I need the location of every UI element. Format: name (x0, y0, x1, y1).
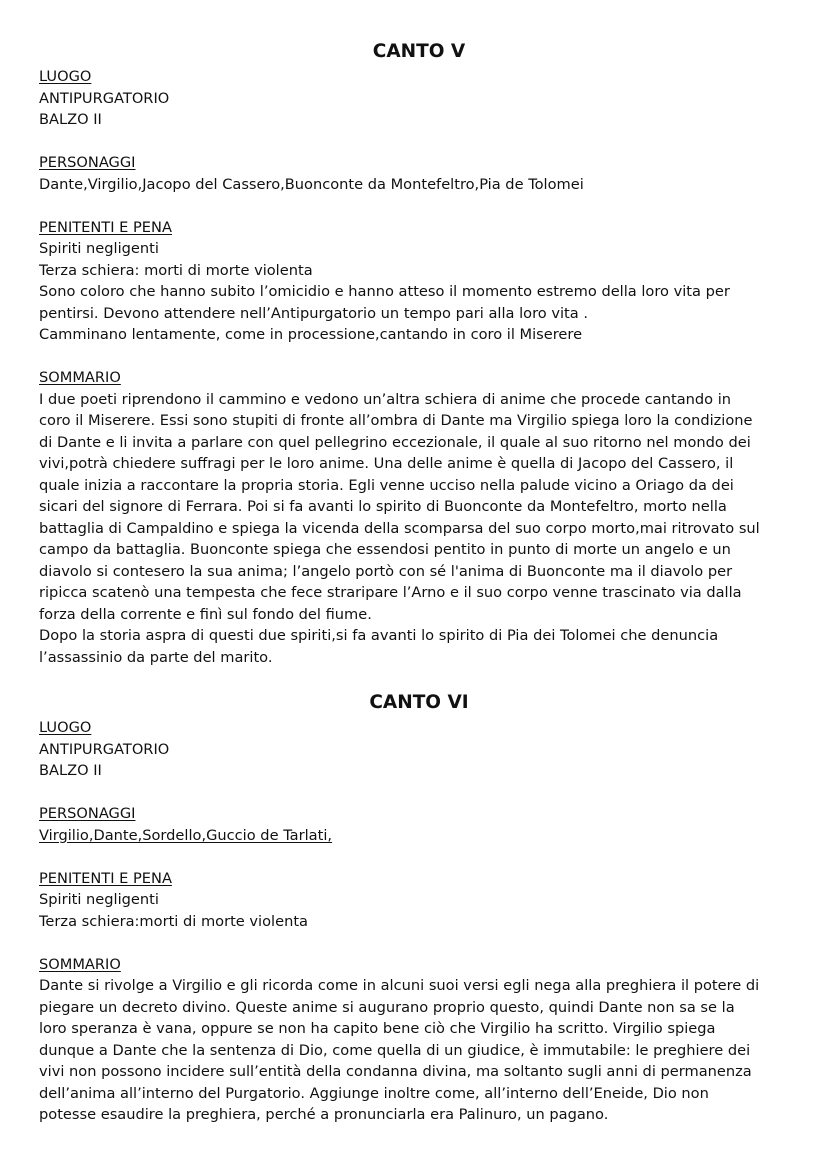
sommario-line: vivi,potrà chiedere suffragi per le loro anime. Una delle anime è quella di Jacopo del Cassero, il (39, 455, 734, 472)
spacer (39, 131, 799, 153)
canto-vi-section (39, 689, 799, 1126)
sommario-line: potesse esaudire la preghiera, perché a pronunciarla era Palinuro, un pagano. (39, 1106, 609, 1123)
sommario-line: l’assassinio da parte del marito. (39, 648, 273, 666)
sommario-line: Dante si rivolge a Virgilio e gli ricorda come in alcuni suoi versi egli nega alla preghiera il potere di (39, 977, 760, 994)
sommario-label: SOMMARIO (39, 955, 121, 973)
canto-vi-title: CANTO VI (369, 692, 469, 713)
sommario-label: SOMMARIO (39, 369, 121, 386)
spacer (39, 846, 799, 868)
penitenti-line: Terza schiera:morti di morte violenta (39, 912, 308, 930)
penitenti-label: PENITENTI E PENA (39, 218, 172, 236)
sommario-line: dell’anima all’interno del Purgatorio. Aggiunge inoltre come, all’interno dell’Eneide, Dio non (39, 1084, 709, 1102)
sommario-line: quale inizia a raccontare la propria storia. Egli venne ucciso nella palude vicino a Oriago da dei (39, 476, 734, 494)
luogo-label: LUOGO (39, 719, 92, 736)
sommario-line: piegare un decreto divino. Queste anime si augurano proprio questo, quindi Dante non sa se la (39, 998, 735, 1016)
personaggi-list: Virgilio,Dante,Sordello,Guccio de Tarlati, (39, 826, 333, 844)
spacer (39, 195, 799, 217)
luogo-line: BALZO II (39, 762, 102, 779)
penitenti-line: Terza schiera: morti di morte violenta (39, 261, 313, 279)
sommario-line: coro il Miserere. Essi sono stupiti di fronte all’ombra di Dante ma Virgilio spiega loro la condizione (39, 412, 753, 429)
penitenti-line: pentirsi. Devono attendere nell’Antipurgatorio un tempo pari alla loro vita . (39, 304, 588, 322)
sommario-line: dunque a Dante che la sentenza di Dio, come quella di un giudice, è immutabile: le preghiere dei (39, 1041, 751, 1059)
penitenti-line: Camminano lentamente, come in processione,cantando in coro il Miserere (39, 326, 583, 343)
sommario-line: I due poeti riprendono il cammino e vedono un’altra schiera di anime che procede cantando in (39, 390, 732, 408)
personaggi-list: Dante,Virgilio,Jacopo del Cassero,Buonconte da Montefeltro,Pia de Tolomei (39, 175, 584, 193)
luogo-label: LUOGO (39, 68, 92, 85)
sommario-line: loro speranza è vana, oppure se non ha capito bene ciò che Virgilio ha scritto. Virgilio spiega (39, 1020, 716, 1037)
personaggi-label: PERSONAGGI (39, 154, 136, 171)
spacer (39, 346, 799, 368)
sommario-line: di Dante e li invita a parlare con quel pellegrino eccezionale, il quale al suo ritorno nel mondo dei (39, 433, 751, 451)
sommario-line: battaglia di Campaldino e spiega la vicenda della scomparsa del suo corpo morto,mai ritrovato sul (39, 519, 760, 537)
document-page (39, 38, 799, 1126)
sommario-text (39, 389, 799, 669)
sommario-line: forza della corrente e finì sul fondo del fiume. (39, 605, 372, 623)
penitenti-label: PENITENTI E PENA (39, 869, 172, 887)
penitenti-line: Spiriti negligenti (39, 240, 159, 257)
sommario-text (39, 975, 799, 1126)
penitenti-line: Spiriti negligenti (39, 891, 159, 908)
penitenti-line: Sono coloro che hanno subito l’omicidio e hanno atteso il momento estremo della loro vita per (39, 283, 730, 300)
sommario-line: ripicca scatenò una tempesta che fece straripare l’Arno e il suo corpo venne trascinato via dalla (39, 584, 742, 601)
spacer (39, 668, 799, 689)
sommario-line: vivi non possono incidere sull’entità della condanna divina, ma soltanto sugli anni di permanenza (39, 1063, 752, 1080)
sommario-line: Dopo la storia aspra di questi due spiriti,si fa avanti lo spirito di Pia dei Tolomei che denuncia (39, 627, 719, 644)
sommario-line: campo da battaglia. Buonconte spiega che essendosi pentito in punto di morte un angelo e un (39, 541, 731, 558)
sommario-line: diavolo si contesero la sua anima; l’angelo portò con sé l'anima di Buonconte ma il diavolo per (39, 562, 733, 580)
luogo-line: ANTIPURGATORIO (39, 740, 170, 758)
luogo-line: ANTIPURGATORIO (39, 89, 170, 107)
luogo-line: BALZO II (39, 111, 102, 128)
spacer (39, 932, 799, 954)
spacer (39, 782, 799, 804)
canto-v-section (39, 38, 799, 668)
personaggi-label: PERSONAGGI (39, 805, 136, 822)
canto-v-title: CANTO V (372, 41, 466, 62)
sommario-line: sicari del signore di Ferrara. Poi si fa avanti lo spirito di Buonconte da Montefeltro, morto nella (39, 498, 727, 515)
